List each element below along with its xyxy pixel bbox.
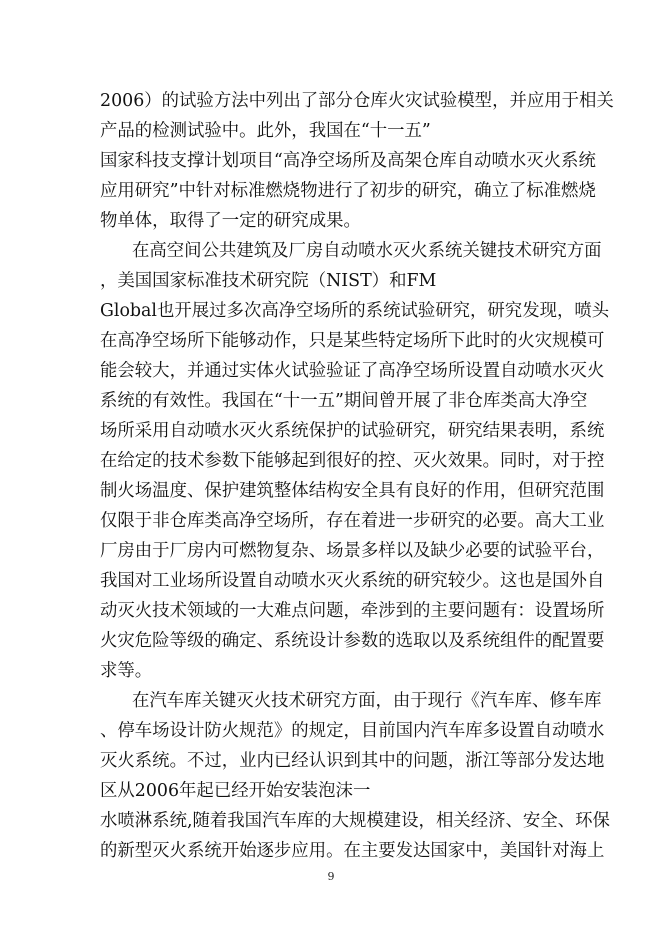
- text-line: 能会较大，并通过实体火试验验证了高净空场所设置自动喷水灭火: [100, 361, 605, 381]
- text-line: 在高净空场所下能够动作，只是某些特定场所下此时的火灾规模可: [100, 331, 605, 351]
- text-line: 水喷淋系统,随着我国汽车库的大规模建设，相关经济、安全、环保: [100, 811, 610, 831]
- text-line: Global也开展过多次高净空场所的系统试验研究，研究发现，喷头: [100, 301, 610, 321]
- text-line: 火灾危险等级的确定、系统设计参数的选取以及系统组件的配置要: [100, 631, 605, 651]
- text-line: 我国对工业场所设置自动喷水灭火系统的研究较少。这也是国外自: [100, 571, 605, 591]
- text-line: 在给定的技术参数下能够起到很好的控、灭火效果。同时，对于控: [100, 451, 605, 471]
- text-line: 灭火系统。不过，业内已经认识到其中的问题，浙江等部分发达地: [100, 751, 605, 771]
- text-line: 求等。: [100, 661, 153, 681]
- text-line: 厂房由于厂房内可燃物复杂、场景多样以及缺少必要的试验平台，: [100, 541, 605, 561]
- text-line: 2006）的试验方法中列出了部分仓库火灾试验模型，并应用于相关: [100, 91, 614, 111]
- text-line: 场所采用自动喷水灭火系统保护的试验研究，研究结果表明，系统: [100, 421, 605, 441]
- text-line: 物单体，取得了一定的研究成果。: [100, 211, 361, 231]
- text-line: 仅限于非仓库类高净空场所，存在着进一步研究的必要。高大工业: [100, 511, 605, 531]
- page-number: 9: [327, 870, 335, 883]
- text-line: 区从2006年起已经开始安装泡沫一: [100, 781, 371, 801]
- text-line: 国家科技支撑计划项目“高净空场所及高架仓库自动喷水灭火系统: [100, 151, 596, 171]
- text-line: ，美国国家标准技术研究院（NIST）和FM: [100, 271, 437, 291]
- text-line: 的新型灭火系统开始逐步应用。在主要发达国家中，美国针对海上: [100, 841, 605, 861]
- paragraph-start-line: 在汽车库关键灭火技术研究方面，由于现行《汽车库、修车库: [132, 691, 602, 711]
- text-line: 产品的检测试验中。此外，我国在“十一五”: [100, 121, 431, 141]
- text-line: 、停车场设计防火规范》的规定，目前国内汽车库多设置自动喷水: [100, 721, 605, 741]
- paragraph-start-line: 在高空间公共建筑及厂房自动喷水灭火系统关键技术研究方面: [132, 241, 602, 261]
- text-line: 系统的有效性。我国在“十一五”期间曾开展了非仓库类高大净空: [100, 391, 588, 411]
- text-line: 制火场温度、保护建筑整体结构安全具有良好的作用，但研究范围: [100, 481, 605, 501]
- text-line: 应用研究”中针对标准燃烧物进行了初步的研究，确立了标准燃烧: [100, 181, 596, 201]
- text-line: 动灭火技术领域的一大难点问题，牵涉到的主要问题有：设置场所: [100, 601, 605, 621]
